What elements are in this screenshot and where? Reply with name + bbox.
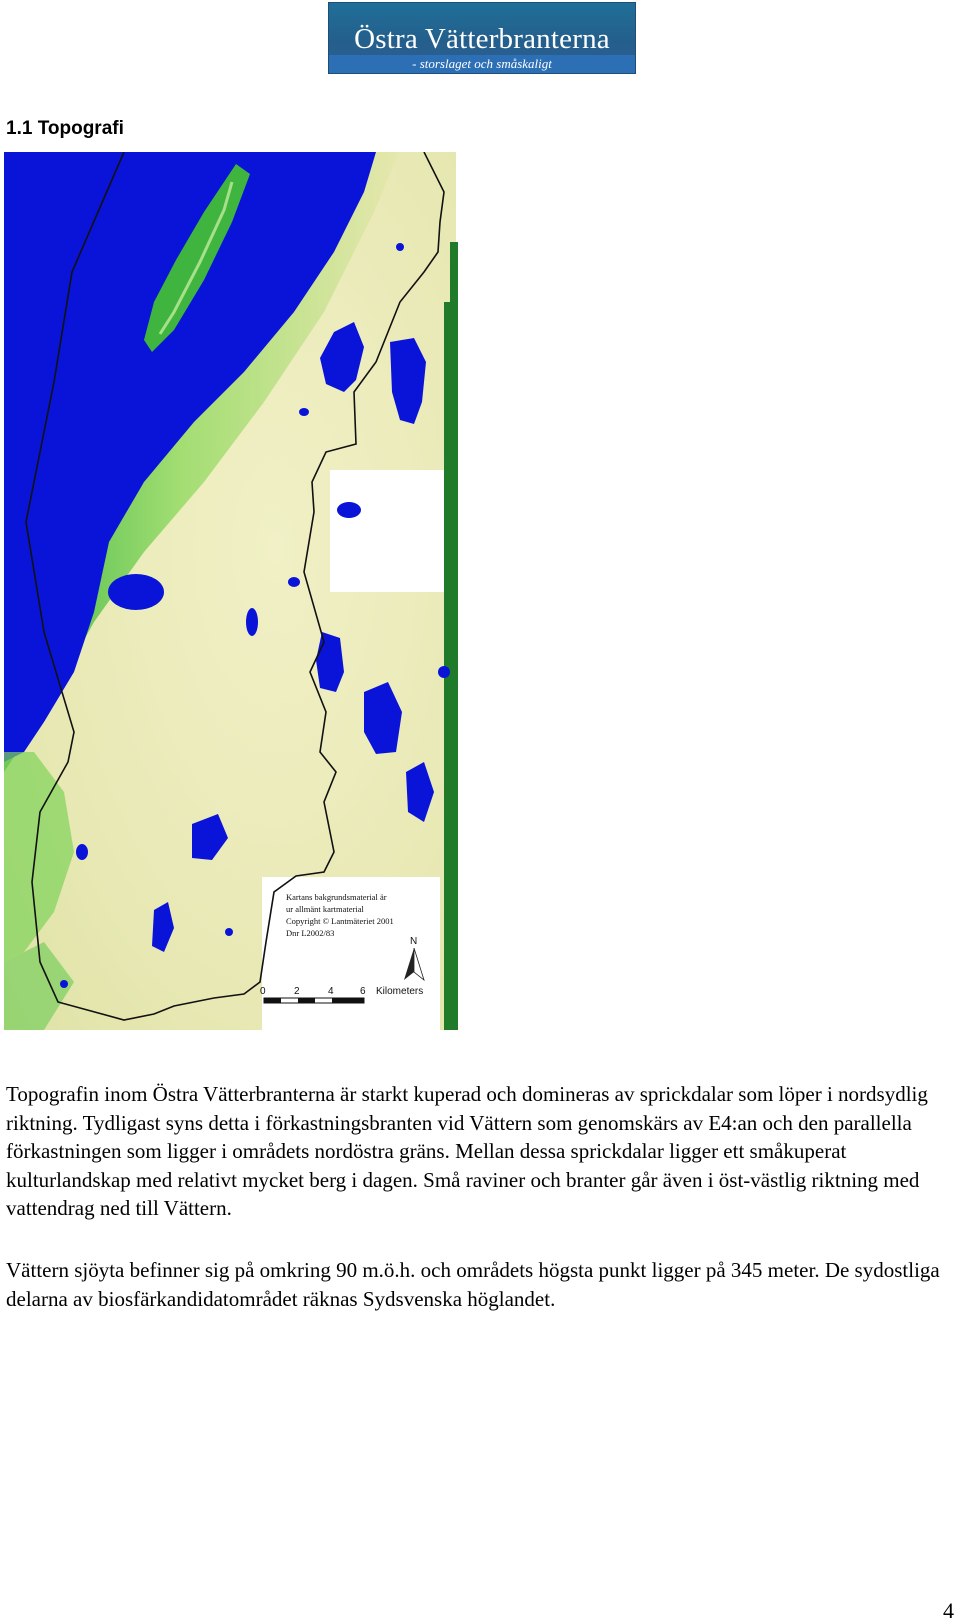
scale-tick-label: 4	[328, 986, 334, 997]
copyright-line: Copyright © Lantmäteriet 2001	[286, 916, 394, 926]
logo	[328, 2, 636, 74]
body-paragraph: Vättern sjöyta befinner sig på omkring 90 m.ö.h. och områdets högsta punkt ligger på 345 meter. De sydostliga delarna av biosfärkandidatområdet räknas Sydsvenska höglandet.	[6, 1258, 940, 1311]
copyright-line: ur allmänt kartmaterial	[286, 904, 364, 914]
scale-tick-label: 2	[294, 986, 300, 997]
scale-tick-label: 0	[260, 986, 266, 997]
body-paragraph: Topografin inom Östra Vätterbranterna är starkt kuperad och domineras av sprickdalar som löper i nordsydlig riktning. Tydligast syns detta i förkastningsbranten vid Vättern som genomskärs av E4:an och den parallella förkastningen som ligger i områdets nordöstra gräns. Mellan dessa sprickdalar ligger ett småkuperat kulturlandskap med relativt mycket berg i dagen. Små raviner och branter går även i öst-västlig riktning med vattendrag ned till Vättern.	[6, 1082, 928, 1220]
topography-map	[4, 152, 476, 1050]
page-number: 4	[943, 1598, 954, 1623]
forest-strip	[444, 302, 458, 1030]
copyright-line: Kartans bakgrundsmaterial är	[286, 892, 387, 902]
section-heading: 1.1 Topografi	[6, 118, 124, 139]
copyright-line: Dnr L2002/83	[286, 928, 335, 938]
scale-tick-label: 6	[360, 986, 366, 997]
scale-unit-label: Kilometers	[376, 986, 424, 997]
svg-text:N: N	[410, 936, 418, 947]
logo-subtitle: - storslaget och småskaligt	[329, 55, 635, 73]
logo-title: Östra Vätterbranterna	[354, 23, 610, 55]
